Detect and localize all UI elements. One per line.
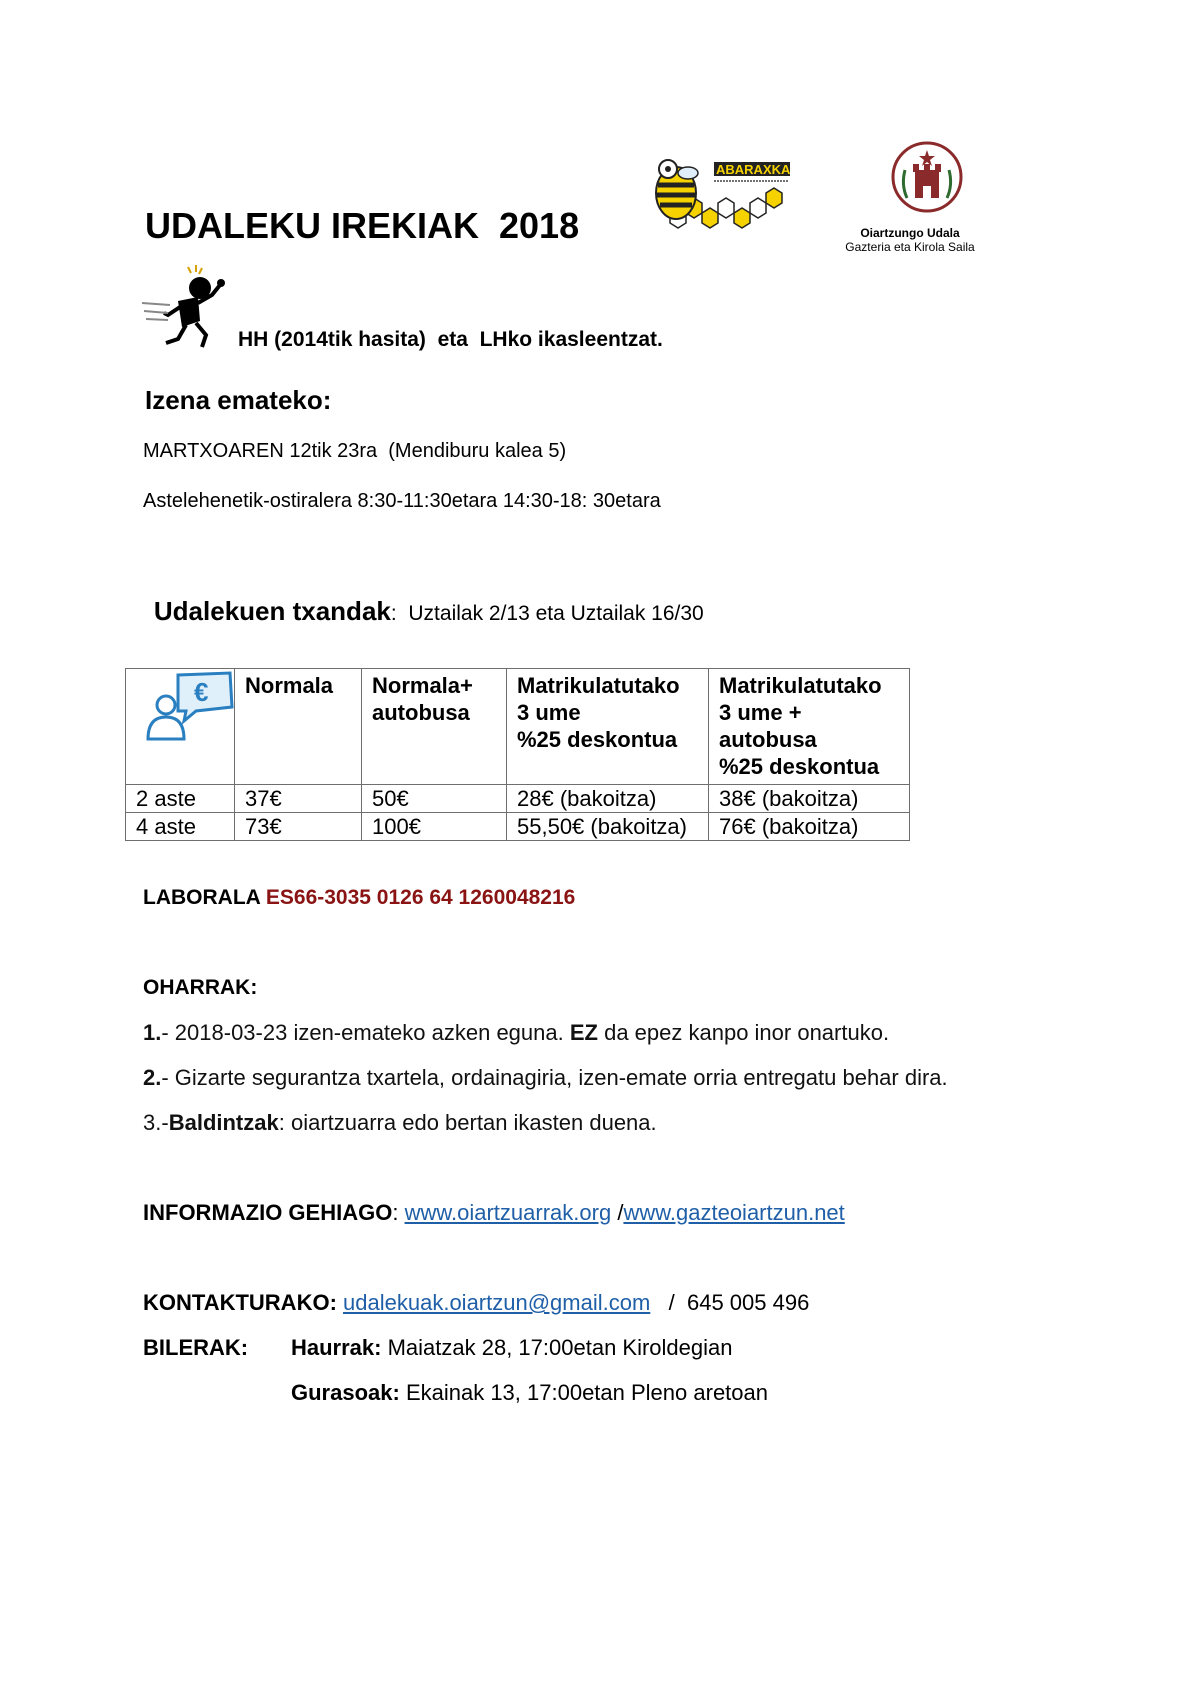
col-header-normala-bus: Normala+ autobusa	[362, 669, 507, 785]
contact-label: KONTAKTURAKO:	[143, 1290, 337, 1315]
note-3: 3.-Baldintzak: oiartzuarra edo bertan ikasten duena.	[143, 1110, 657, 1135]
svg-text:ABARAXKA: ABARAXKA	[716, 162, 791, 177]
table-cell: 100€	[362, 813, 507, 841]
price-table	[125, 668, 910, 841]
table-cell: 76€ (bakoitza)	[709, 813, 910, 841]
table-row	[126, 785, 910, 813]
bank-name: LABORALA	[143, 886, 261, 909]
note-1: 1.- 2018-03-23 izen-emateko azken eguna. EZ da epez kanpo inor onartuko.	[143, 1020, 890, 1045]
col-header-matrikulatutako-bus: Matrikulatutako 3 ume + autobusa %25 deskontua	[709, 669, 910, 785]
gazteoiartzun-link[interactable]: www.gazteoiartzun.net	[623, 1200, 845, 1225]
table-cell: 73€	[235, 813, 362, 841]
shifts-line	[145, 578, 704, 627]
running-figure-icon	[140, 263, 235, 351]
udala-logo	[835, 140, 985, 260]
meetings-label: BILERAK:	[143, 1335, 249, 1360]
table-cell: 2 aste	[126, 785, 235, 813]
note-2: 2.- Gizarte segurantza txartela, ordainagiria, izen-emate orria entregatu behar dira.	[143, 1065, 948, 1090]
page-title: UDALEKU IREKIAK 2018	[145, 205, 580, 246]
table-cell: 55,50€ (bakoitza)	[507, 813, 709, 841]
table-cell: 28€ (bakoitza)	[507, 785, 709, 813]
bee-logo-icon	[648, 155, 798, 235]
registration-dates: MARTXOAREN 12tik 23ra (Mendiburu kalea 5)	[143, 440, 567, 462]
table-cell: 38€ (bakoitza)	[709, 785, 910, 813]
contact-line: KONTAKTURAKO: udalekuak.oiartzun@gmail.com / 645 005 496	[143, 1290, 810, 1315]
table-cell: 37€	[235, 785, 362, 813]
col-header-normala: Normala	[235, 669, 362, 785]
castle-crest-icon	[835, 140, 985, 215]
abaraxka-logo	[648, 155, 798, 235]
email-link[interactable]: udalekuak.oiartzun@gmail.com	[343, 1290, 651, 1315]
registration-hours: Astelehenetik-ostiralera 8:30-11:30etara 14:30-18: 30etara	[143, 490, 661, 512]
meeting-parents: Gurasoak: Ekainak 13, 17:00etan Pleno aretoan	[291, 1380, 768, 1405]
person-euro-icon	[134, 669, 234, 741]
table-cell: 50€	[362, 785, 507, 813]
svg-text:€: €	[194, 677, 209, 707]
udala-name: Oiartzungo Udala	[860, 226, 960, 240]
shifts-label: Udalekuen txandak	[153, 596, 391, 626]
col-header-matrikulatutako: Matrikulatutako 3 ume %25 deskontua	[507, 669, 709, 785]
shifts-colon: :	[390, 602, 397, 625]
info-label: INFORMAZIO GEHIAGO	[143, 1200, 393, 1225]
bank-iban: ES66-3035 0126 64 1260048216	[265, 886, 576, 909]
subtitle: HH (2014tik hasita) eta LHko ikasleentzat.	[238, 328, 663, 351]
info-line: INFORMAZIO GEHIAGO: www.oiartzuarrak.org /www.gazteoiartzun.net	[143, 1200, 845, 1225]
phone-number: 645 005 496	[686, 1290, 810, 1315]
notes-heading: OHARRAK:	[143, 976, 258, 999]
running-figure	[140, 263, 235, 351]
oiartzuarrak-link[interactable]: www.oiartzuarrak.org	[404, 1200, 612, 1225]
bank-line	[143, 886, 575, 910]
meeting-kids: Haurrak: Maiatzak 28, 17:00etan Kiroldegian	[291, 1335, 733, 1360]
table-cell: 4 aste	[126, 813, 235, 841]
table-header-row	[126, 669, 910, 785]
shifts-value: Uztailak 2/13 eta Uztailak 16/30	[396, 602, 704, 625]
registration-heading: Izena emateko:	[145, 385, 332, 415]
table-row	[126, 813, 910, 841]
table-icon-cell	[126, 669, 235, 785]
udala-dept: Gazteria eta Kirola Saila	[845, 240, 975, 254]
